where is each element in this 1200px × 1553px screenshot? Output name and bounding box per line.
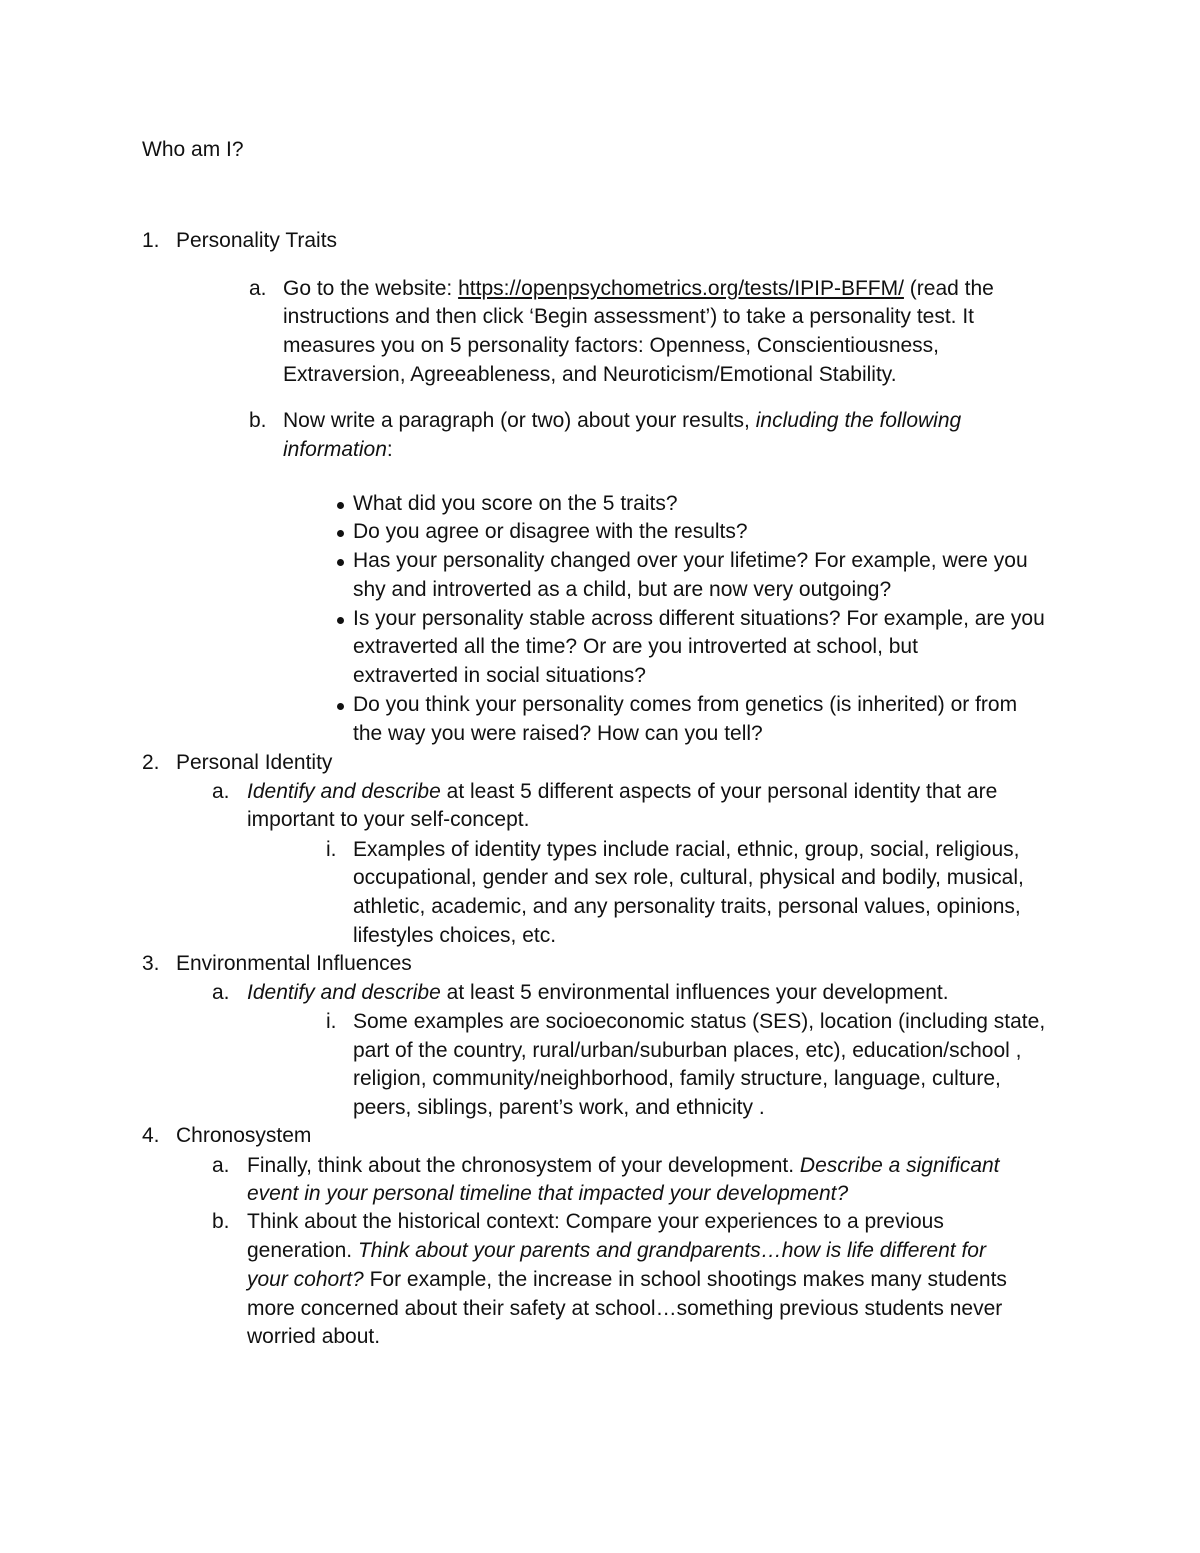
instruction-text: measures you on 5 personality factors: Openness, Conscientiousness,	[283, 334, 940, 357]
chronosystem-instruction-line	[247, 1153, 1000, 1179]
bullet-dot	[337, 703, 344, 710]
bullet-item: Has your personality changed over your lifetime? For example, were you	[353, 549, 1028, 572]
instruction-text: at least 5 different aspects of your personal identity that are	[446, 780, 998, 803]
item-marker: a.	[212, 1154, 230, 1177]
bullet-item: Do you agree or disagree with the results?	[353, 520, 748, 543]
emphasis-text: including the following	[755, 409, 962, 432]
bullet-item-continued: extraverted in social situations?	[353, 664, 646, 687]
identity-instruction-line	[247, 779, 997, 805]
paragraph-instruction-line	[283, 408, 961, 434]
bullet-item-continued: the way you were raised? How can you tell?	[353, 722, 763, 745]
section-number: 3.	[142, 952, 160, 975]
bullet-item-continued: shy and introverted as a child, but are now very outgoing?	[353, 578, 892, 601]
example-text: athletic, academic, and any personality traits, personal values, opinions,	[353, 895, 1021, 918]
section-number: 2.	[142, 751, 160, 774]
test-website-link[interactable]: https://openpsychometrics.org/tests/IPIP-BFFM/	[458, 277, 904, 300]
instruction-text: Now write a paragraph (or two) about your results,	[283, 409, 750, 432]
historical-context-line	[247, 1238, 986, 1264]
sub-item-marker: i.	[326, 838, 337, 861]
section-heading-environmental-influences: Environmental Influences	[176, 952, 412, 975]
instruction-text: :	[386, 438, 393, 461]
instruction-text: (read the	[909, 277, 994, 300]
item-marker: a.	[249, 277, 267, 300]
instruction-text: Think about the historical context: Compare your experiences to a previous	[247, 1210, 944, 1233]
emphasis-text: Describe a significant	[799, 1154, 1000, 1177]
emphasis-text: Identify and describe	[247, 981, 441, 1004]
example-text: occupational, gender and sex role, cultural, physical and bodily, musical,	[353, 866, 1024, 889]
item-marker: b.	[249, 409, 267, 432]
historical-context-line	[247, 1267, 1007, 1293]
example-text: Examples of identity types include racial, ethnic, group, social, religious,	[353, 838, 1020, 861]
section-heading-personal-identity: Personal Identity	[176, 751, 333, 774]
instruction-text: Extraversion, Agreeableness, and Neuroticism/Emotional Stability.	[283, 363, 897, 386]
instruction-text: more concerned about their safety at school…something previous students never	[247, 1297, 1003, 1320]
example-text: peers, siblings, parent’s work, and ethnicity .	[353, 1096, 765, 1119]
instruction-text: For example, the increase in school shootings makes many students	[369, 1268, 1007, 1291]
emphasis-text: your cohort?	[247, 1268, 364, 1291]
instruction-text: at least 5 environmental influences your development.	[446, 981, 949, 1004]
bullet-dot	[337, 559, 344, 566]
section-heading-personality-traits: Personality Traits	[176, 229, 338, 252]
sub-item-marker: i.	[326, 1010, 337, 1033]
bullet-dot	[337, 530, 344, 537]
section-heading-chronosystem: Chronosystem	[176, 1124, 312, 1147]
bullet-item-continued: extraverted all the time? Or are you introverted at school, but	[353, 635, 918, 658]
instruction-text: worried about.	[247, 1325, 381, 1348]
environment-instruction-line	[247, 980, 949, 1006]
bullet-item: Do you think your personality comes from genetics (is inherited) or from	[353, 693, 1018, 716]
page-title: Who am I?	[142, 138, 244, 161]
instruction-text: Finally, think about the chronosystem of your development.	[247, 1154, 795, 1177]
example-text: Some examples are socioeconomic status (SES), location (including state,	[353, 1010, 1046, 1033]
bullet-item: What did you score on the 5 traits?	[353, 492, 678, 515]
example-text: lifestyles choices, etc.	[353, 924, 557, 947]
example-text: religion, community/neighborhood, family structure, language, culture,	[353, 1067, 1001, 1090]
bullet-item: Is your personality stable across different situations? For example, are you	[353, 607, 1045, 630]
section-number: 4.	[142, 1124, 160, 1147]
item-marker: b.	[212, 1210, 230, 1233]
instruction-text: generation.	[247, 1239, 353, 1262]
paragraph-instruction-line	[283, 437, 393, 463]
instruction-text: instructions and then click ‘Begin assessment’) to take a personality test. It	[283, 305, 975, 328]
instruction-text: Go to the website:	[283, 277, 453, 300]
bullet-dot	[337, 502, 344, 509]
section-number: 1.	[142, 229, 160, 252]
item-marker: a.	[212, 981, 230, 1004]
example-text: part of the country, rural/urban/suburban places, etc), education/school ,	[353, 1039, 1022, 1062]
bullet-dot	[337, 617, 344, 624]
emphasis-text: information	[283, 438, 387, 461]
website-instruction-line	[283, 276, 994, 302]
emphasis-text: Think about your parents and grandparents…how is life different for	[357, 1239, 986, 1262]
emphasis-text: event in your personal timeline that impacted your development?	[247, 1182, 849, 1205]
emphasis-text: Identify and describe	[247, 780, 441, 803]
item-marker: a.	[212, 780, 230, 803]
instruction-text: important to your self-concept.	[247, 808, 530, 831]
